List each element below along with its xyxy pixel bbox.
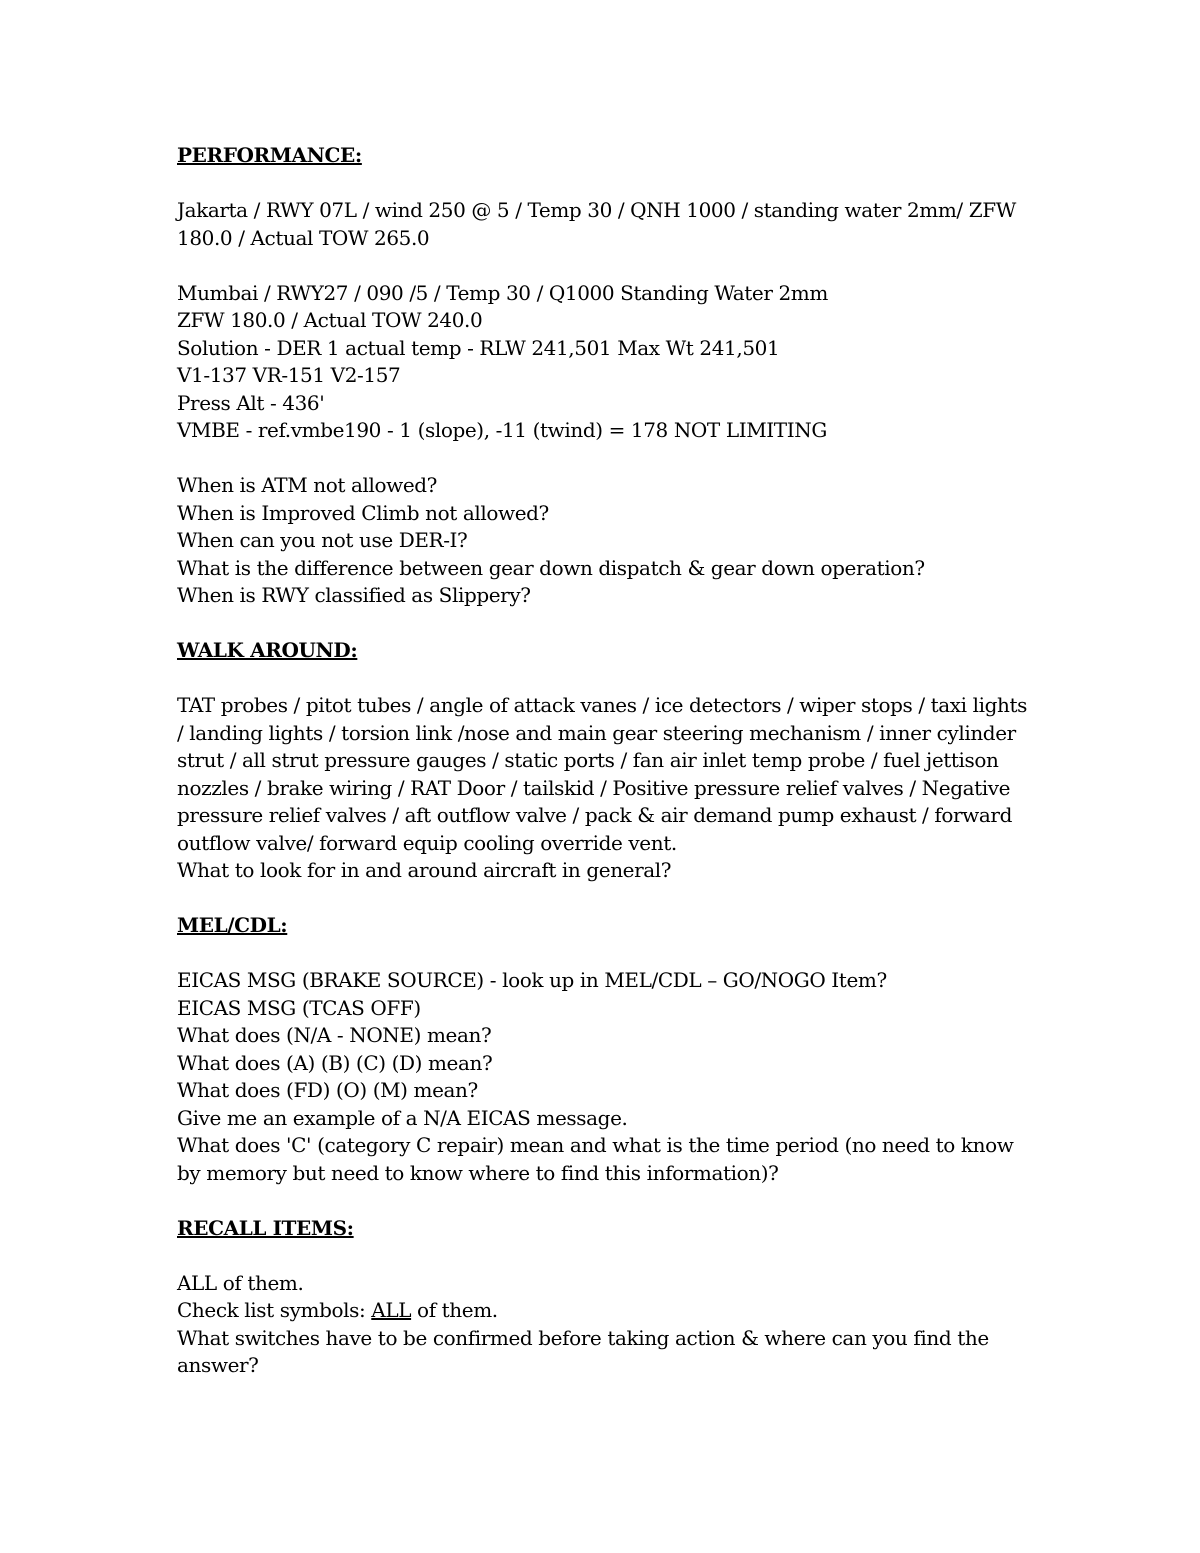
- recall-line-all: ALL of them.: [177, 1270, 304, 1295]
- mel-cdl-line: What does 'C' (category C repair) mean and what is the time period (no need to know by memory but need to know where to find this information)?: [177, 1133, 1014, 1185]
- mumbai-line: ZFW 180.0 / Actual TOW 240.0: [177, 308, 483, 332]
- mel-cdl-line: EICAS MSG (TCAS OFF): [177, 995, 421, 1020]
- mumbai-line: Solution - DER 1 actual temp - RLW 241,501 Max Wt 241,501: [177, 335, 780, 360]
- recall-items-section: [177, 1215, 1037, 1380]
- mel-cdl-line: What does (N/A - NONE) mean?: [177, 1023, 492, 1047]
- mel-cdl-heading: MEL/CDL:: [177, 913, 288, 937]
- walk-around-section: [177, 637, 1037, 885]
- mel-cdl-line: What does (FD) (O) (M) mean?: [177, 1078, 478, 1102]
- walk-around-items: TAT probes / pitot tubes / angle of attack vanes / ice detectors / wiper stops / taxi lights / landing lights / torsion link /nose and main gear steering mechanism / inner cylinder strut / all strut pressure gauges / static ports / fan air inlet temp probe / fuel jettison nozzles / brake wiring / RAT Door / tailskid / Positive pressure relief valves / Negative pressure relief valves / aft outflow valve / pack & air demand pump exhaust / forward outflow valve/ forward equip cooling override vent.: [177, 693, 1028, 855]
- performance-question: When is ATM not allowed?: [177, 473, 438, 497]
- recall-line-suffix: of them.: [411, 1298, 498, 1322]
- mumbai-line: V1-137 VR-151 V2-157: [177, 363, 401, 387]
- performance-section: [177, 142, 1037, 610]
- walk-around-heading: WALK AROUND:: [177, 638, 358, 662]
- performance-heading: PERFORMANCE:: [177, 143, 362, 167]
- recall-items-heading: RECALL ITEMS:: [177, 1215, 354, 1240]
- recall-line-checklist-symbols: [177, 1297, 1037, 1325]
- mel-cdl-line: Give me an example of a N/A EICAS message.: [177, 1105, 628, 1130]
- mumbai-line: Press Alt - 436': [177, 390, 325, 415]
- mel-cdl-line: What does (A) (B) (C) (D) mean?: [177, 1050, 493, 1075]
- jakarta-scenario: Jakarta / RWY 07L / wind 250 @ 5 / Temp 30 / QNH 1000 / standing water 2mm/ ZFW 180.0 / Actual TOW 265.0: [177, 198, 1016, 250]
- mumbai-line: VMBE - ref.vmbe190 - 1 (slope), -11 (twind) = 178 NOT LIMITING: [177, 418, 827, 442]
- performance-question: When is Improved Climb not allowed?: [177, 500, 549, 525]
- mumbai-line: Mumbai / RWY27 / 090 /5 / Temp 30 / Q1000 Standing Water 2mm: [177, 280, 828, 305]
- mel-cdl-section: [177, 912, 1037, 1187]
- performance-question: When is RWY classified as Slippery?: [177, 583, 531, 607]
- document-body: [177, 142, 1037, 1380]
- walk-around-question: What to look for in and around aircraft in general?: [177, 858, 672, 882]
- recall-line-prefix: Check list symbols:: [177, 1298, 372, 1322]
- performance-question: When can you not use DER-I?: [177, 528, 468, 552]
- mel-cdl-line: EICAS MSG (BRAKE SOURCE) - look up in MEL/CDL – GO/NOGO Item?: [177, 968, 887, 992]
- performance-question: What is the difference between gear down dispatch & gear down operation?: [177, 555, 925, 580]
- recall-line-underlined: ALL: [371, 1298, 412, 1322]
- recall-line-switches: What switches have to be confirmed before taking action & where can you find the answer?: [177, 1325, 989, 1377]
